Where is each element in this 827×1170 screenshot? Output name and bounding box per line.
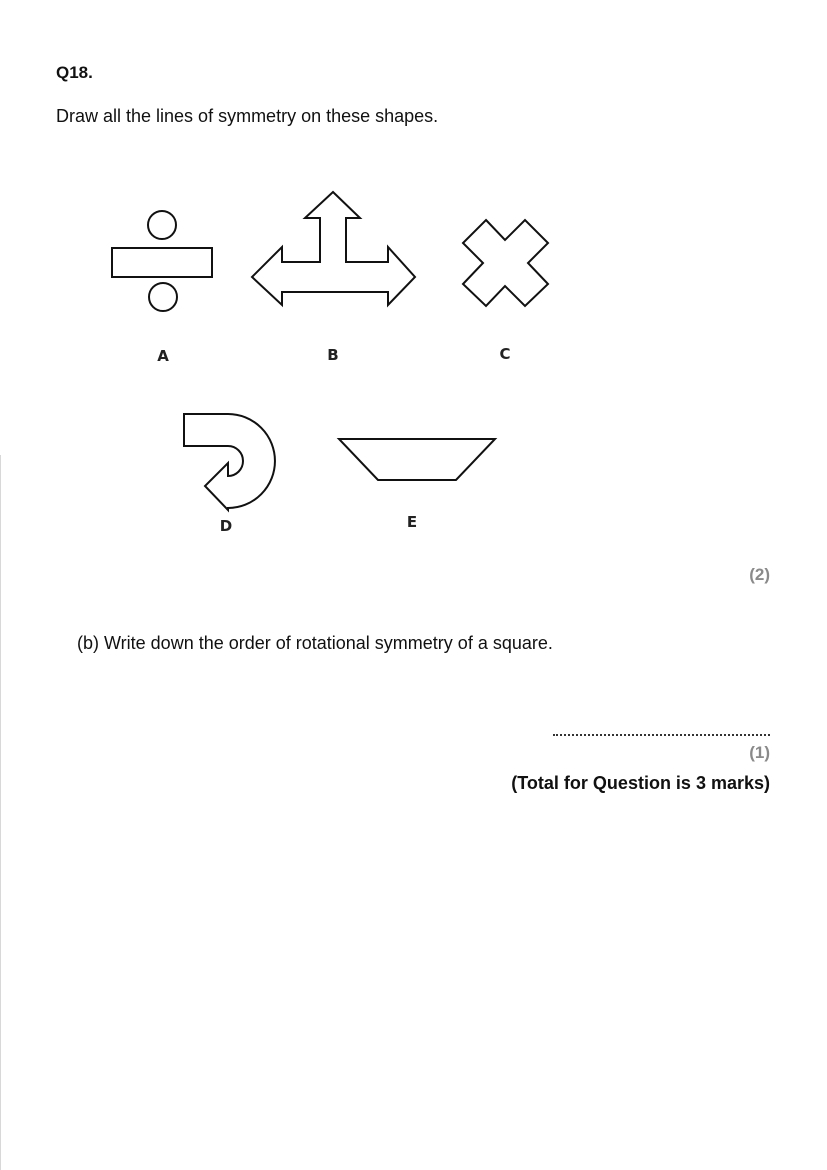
curved-u-turn-arrow-shape-icon	[184, 414, 275, 510]
trapezium-shape-icon	[339, 439, 495, 480]
shapes-figure	[0, 0, 827, 560]
three-way-arrow-shape-icon	[252, 192, 415, 305]
question-instruction: Draw all the lines of symmetry on these shapes.	[56, 106, 439, 126]
division-sign-shape-icon	[112, 211, 212, 311]
shape-label-a: A	[157, 347, 169, 365]
shape-label-e: E	[406, 513, 418, 531]
part-a-marks: (2)	[749, 565, 770, 584]
part-b-question: (b) Write down the order of rotational symmetry of a square.	[77, 633, 553, 653]
shape-label-c: C	[499, 345, 511, 363]
total-marks: (Total for Question is 3 marks)	[511, 773, 770, 793]
question-number: Q18.	[56, 63, 93, 82]
answer-line[interactable]	[553, 724, 770, 736]
shape-label-b: B	[327, 346, 339, 364]
scan-edge-line	[0, 455, 1, 1170]
cross-x-shape-icon	[463, 220, 548, 306]
shape-label-d: D	[219, 517, 233, 535]
part-b-marks: (1)	[749, 743, 770, 762]
